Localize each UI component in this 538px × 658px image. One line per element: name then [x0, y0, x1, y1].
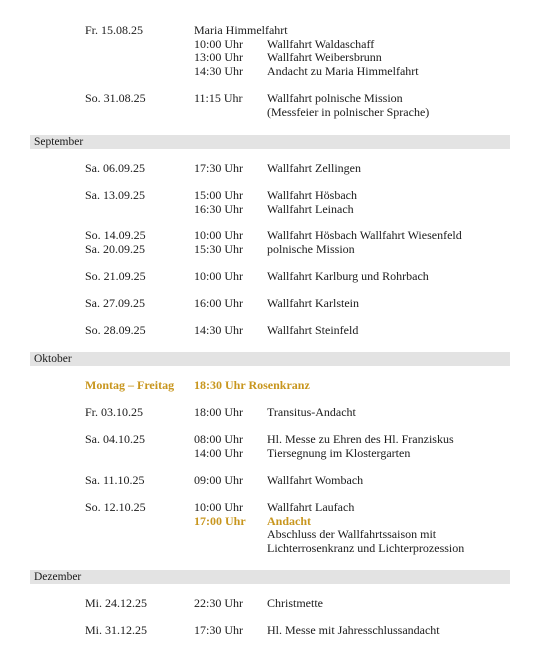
entry-line: Wallfahrt polnische Mission [267, 91, 403, 105]
month-label: September [34, 136, 84, 148]
entry-description [267, 38, 419, 79]
entry-line: (Messfeier in polnischer Sprache) [267, 104, 430, 119]
entry-line: Wallfahrt Weibersbrunn [267, 50, 382, 64]
entry-line: Wallfahrt Leinach [267, 201, 354, 216]
entry-date: Montag – Freitag [85, 378, 175, 392]
entry-time: 16:00 Uhr [194, 296, 243, 310]
entry-time-highlight: 17:00 Uhr [194, 513, 246, 528]
entry-description [267, 501, 464, 555]
entry-line: Tiersegnung im Klostergarten [267, 445, 411, 460]
entry-times [194, 433, 243, 460]
entry-line-highlight: Andacht [267, 513, 312, 528]
entry-times [194, 501, 246, 528]
entry-time: 18:30 Uhr Rosenkranz [194, 378, 310, 392]
month-label: Dezember [34, 571, 82, 583]
entry-date: Fr. 15.08.25 [85, 23, 144, 37]
entry-time: 14:30 Uhr [194, 63, 243, 78]
entry-time: 08:00 Uhr [194, 432, 243, 446]
entry-date: So. 14.09.25 [85, 228, 146, 242]
entry-line: Wallfahrt Waldaschaff [267, 36, 375, 51]
entry-description: Wallfahrt Karlburg und Rohrbach [267, 269, 429, 283]
entry-time: 10:00 Uhr [194, 228, 243, 242]
entry-time: 09:00 Uhr [194, 473, 243, 487]
entry-date: Mi. 31.12.25 [85, 623, 148, 637]
month-header-oktober [30, 352, 510, 366]
entry-description: Transitus-Andacht [267, 405, 356, 419]
entry-date: So. 28.09.25 [85, 323, 146, 337]
entry-title: Maria Himmelfahrt [194, 23, 288, 37]
entry-date: Sa. 20.09.25 [85, 241, 145, 256]
entry-time: 18:00 Uhr [194, 405, 243, 419]
entry-time: 14:00 Uhr [194, 445, 243, 460]
entry-description: Wallfahrt Wombach [267, 473, 364, 487]
entry-times [194, 189, 243, 216]
entry-date: So. 31.08.25 [85, 91, 146, 105]
entry-time: 22:30 Uhr [194, 596, 243, 610]
entry-time: 17:30 Uhr [194, 161, 243, 175]
entry-time: 10:00 Uhr [194, 269, 243, 283]
entry-time: 15:00 Uhr [194, 188, 243, 202]
entry-line: Lichterrosenkranz und Lichterprozession [267, 540, 465, 555]
entry-time: 10:00 Uhr [194, 36, 243, 51]
entry-date: Fr. 03.10.25 [85, 405, 144, 419]
entry-time: 17:30 Uhr [194, 623, 243, 637]
month-label: Oktober [34, 353, 72, 365]
month-header-dezember [30, 570, 510, 584]
entry-line: Andacht zu Maria Himmelfahrt [267, 63, 419, 78]
entry-date: Mi. 24.12.25 [85, 596, 148, 610]
entry-time: 15:30 Uhr [194, 241, 243, 256]
entry-date: Sa. 27.09.25 [85, 296, 145, 310]
entry-line: Wallfahrt Hösbach [267, 188, 357, 202]
entry-date: So. 21.09.25 [85, 269, 146, 283]
entry-line: Abschluss der Wallfahrtssaison mit [267, 527, 437, 541]
entry-date: So. 12.10.25 [85, 500, 146, 514]
entry-date: Sa. 04.10.25 [85, 432, 145, 446]
entry-description [267, 189, 357, 216]
entry-time: 14:30 Uhr [194, 323, 243, 337]
entry-line: Wallfahrt Laufach [267, 500, 355, 514]
entry-description: Wallfahrt Steinfeld [267, 323, 359, 337]
entry-time: 16:30 Uhr [194, 201, 243, 216]
entry-description: Wallfahrt Karlstein [267, 296, 359, 310]
entry-date: Sa. 11.10.25 [85, 473, 145, 487]
entry-description [267, 92, 429, 119]
entry-time: 13:00 Uhr [194, 50, 243, 64]
entry-description: polnische Mission [267, 241, 355, 256]
entry-line: Hl. Messe zu Ehren des Hl. Franziskus [267, 432, 454, 446]
entry-description: Christmette [267, 596, 323, 610]
entry-description: Wallfahrt Hösbach Wallfahrt Wiesenfeld [267, 228, 462, 242]
entry-time: 10:00 Uhr [194, 500, 243, 514]
entry-description: Hl. Messe mit Jahresschlussandacht [267, 623, 440, 637]
entry-times [194, 38, 243, 79]
entry-description [267, 433, 454, 460]
entry-date: Sa. 06.09.25 [85, 161, 145, 175]
entry-date: Sa. 13.09.25 [85, 188, 145, 202]
entry-description: Wallfahrt Zellingen [267, 161, 361, 175]
month-header-september [30, 135, 510, 149]
entry-time: 11:15 Uhr [194, 91, 243, 105]
